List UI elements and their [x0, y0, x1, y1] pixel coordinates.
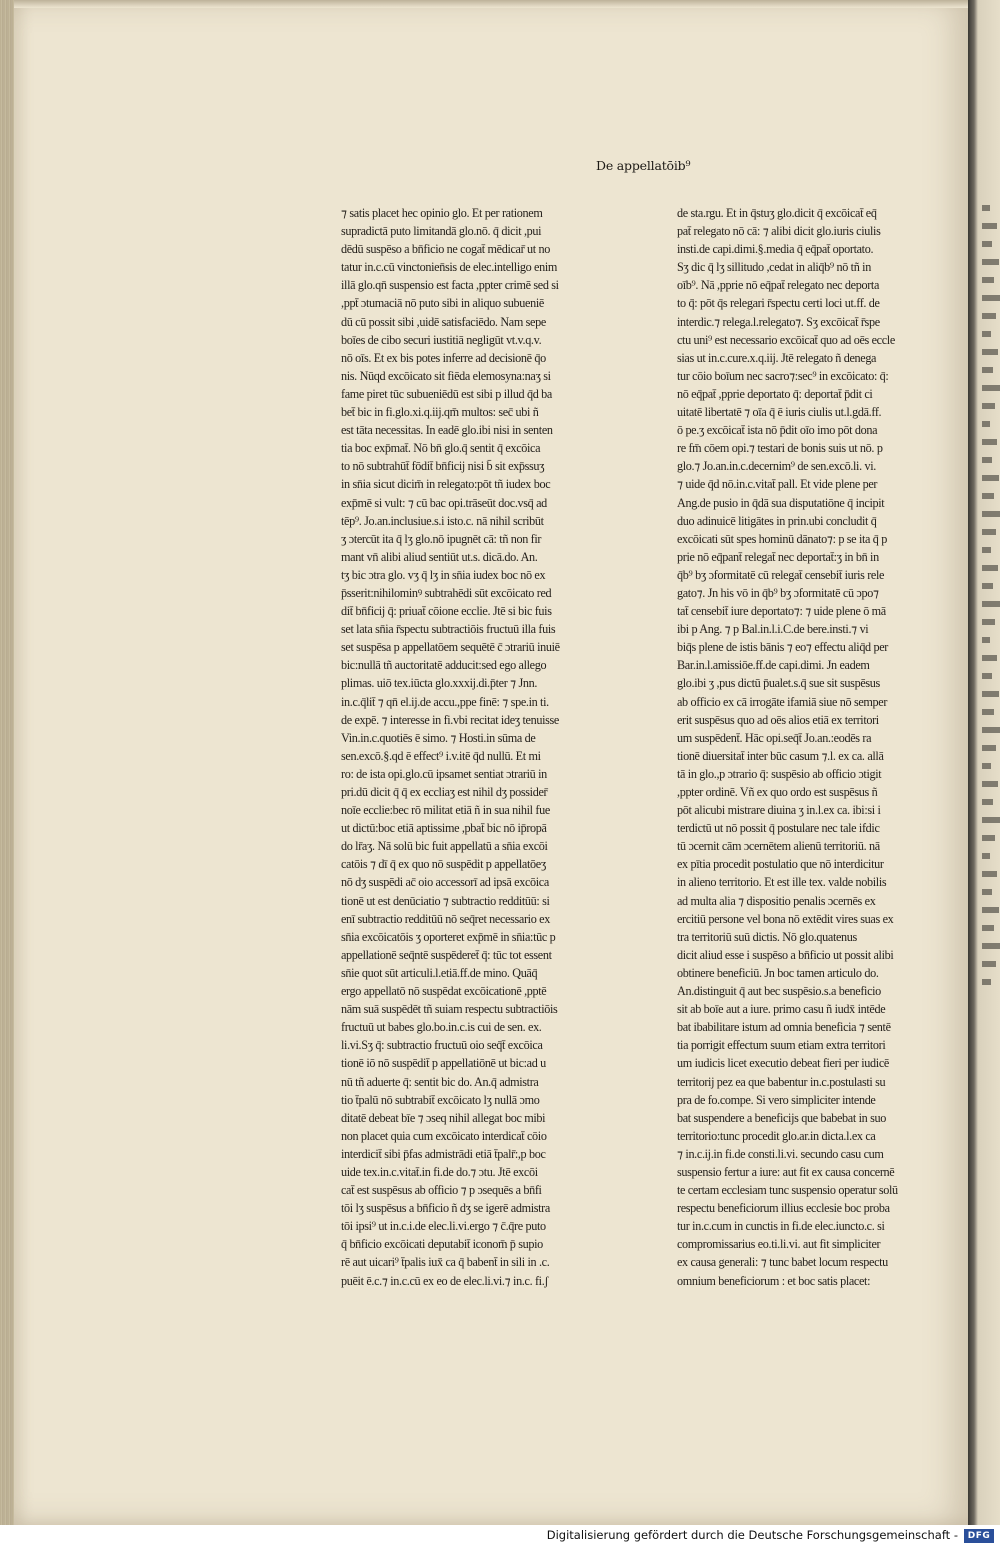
facing-page-strip [968, 0, 1000, 1525]
facing-page-text-mark [982, 565, 998, 571]
text-line: excōicati sūt spes hominū dānato⁊: p se ita q̄ p [677, 531, 887, 546]
text-line: do lr̄aʒ. Nā solū bic fuit appellatū a sn̄ia excōi [341, 839, 548, 854]
facing-page-text-mark [982, 349, 998, 355]
text-line: est tāta necessitas. In eadē glo.ibi nisi in senten [341, 423, 553, 438]
page-top-edge [14, 0, 972, 8]
text-line: sn̄ia excōicatōis ʒ oporteret exp̄mē in sn̄ia:tūc p [341, 929, 556, 944]
right-text-column [677, 204, 931, 1290]
text-line: gato⁊. Jn his vō in q̄b⁹ bʒ ɔformitatē cū ɔpo⁊ [677, 585, 879, 600]
facing-page-text-mark [982, 421, 990, 427]
facing-page-text-mark [982, 241, 992, 247]
facing-page-text-mark [982, 475, 999, 481]
facing-page-text-mark [982, 691, 999, 697]
text-line: to nō subtrahūt̄ fōdit̄ bn̄ficij nisi b̄ sit exp̄ssuʒ [341, 459, 545, 474]
text-line: enī subtractio redditūū nō seq̄ret necessario ex [341, 911, 550, 926]
text-line: to q̄: pōt q̄s relegari r̄spectu certi loci ut.ff. de [677, 296, 880, 311]
text-line: dū cū possit sibi ,uidē satisfaciēdo. Nam sepe [341, 314, 546, 329]
text-line: li.vi.Sʒ q̄: subtractio fructuū oio seq̄t̄ excōica [341, 1038, 543, 1053]
text-line: bic:nullā tñ auctoritatē adducit:sed ego allego [341, 658, 547, 673]
text-line: tio t̄palū nō subtrabit̄ excōicato lʒ nullā ɔmo [341, 1092, 540, 1107]
text-line: duo adinuicē litigātes in prin.ubi concludit q̄ [677, 513, 877, 528]
text-line: Bar.in.l.amissiōe.ff.de capi.dimi. Jn eadem [677, 658, 870, 673]
text-line: bet̄ bic in fi.glo.xi.q.iij.qm̄ multos: sec̄ ubi ñ [341, 405, 539, 420]
text-line: in alieno territorio. Et est ille tex. valde nobilis [677, 875, 887, 890]
text-line: um iudicis licet executio debeat fieri per iudicē [677, 1056, 889, 1071]
text-line: Vin.in.c.quotiēs ē simo. ⁊ Hosti.in sūma de [341, 730, 536, 745]
text-line: respectu beneficiorum illius ecclesie boc proba [677, 1201, 890, 1216]
facing-page-text-mark [982, 619, 995, 625]
text-line: rē aut uicari⁹ t̄palis iux̄ ca q̄ babent̄ in sili in .c. [341, 1255, 550, 1270]
facing-page-text-mark [982, 709, 994, 715]
facing-page-text-mark [982, 583, 993, 589]
facing-page-text-mark [982, 403, 995, 409]
text-line: bat suspendere a beneficijs que babebat in suo [677, 1110, 886, 1125]
text-line: catōis ⁊ dī q̄ ex quo nō suspēdit p appellatōeʒ [341, 857, 546, 872]
text-line: ergo appellatō nō suspēdat excōicationē ,pptē [341, 984, 547, 999]
facing-page-text-mark [982, 799, 993, 805]
facing-page-text-mark [982, 205, 990, 211]
text-line: re fm̄ cōem opi.⁊ testari de bonis suis ut nō. p [677, 441, 883, 456]
text-line: tōi ipsi⁹ ut in.c.i.de elec.li.vi.ergo ⁊ c̄.q̄re puto [341, 1219, 546, 1234]
text-line: illā glo.qn̄ suspensio est facta ,ppter crimē sed si [341, 278, 559, 293]
text-line: pōt alicubi mistrare diuina ʒ in.l.ex ca. ibi:si i [677, 803, 881, 818]
facing-page-text-mark [982, 727, 1000, 733]
text-line: plimas. uiō tex.iūcta glo.xxxij.di.p̄ter ⁊ Jnn. [341, 676, 538, 691]
text-line: pri.dū dicit q̄ q̄ ex eccliaʒ est nihil dʒ possider̄ [341, 785, 548, 799]
text-line: exp̄mē si vult: ⁊ cū bac opi.trāseūt doc.vsq̄ ad [341, 495, 547, 510]
text-line: tionē ut est denūciatio ⁊ subtractio redditūū: si [341, 893, 550, 908]
text-line: glo.⁊ Jo.an.in.c.decernim⁹ de sen.excō.li. vi. [677, 459, 876, 474]
text-line: p̄sserit:nihilominꝰ subtrahēdi sūt excōicato red [341, 585, 552, 600]
text-line: nis. Nūqd excōicato sit fiēda elemosyna:naʒ si [341, 368, 551, 383]
facing-page-text-mark [982, 313, 996, 319]
text-line: uitatē libertatē ⁊ oīa q̄ ē iuris ciulis ut.l.gdā.ff. [677, 405, 882, 420]
facing-page-text-mark [982, 439, 997, 445]
text-line: pat̄ relegato nō cā: ⁊ alibi dicit glo.iuris ciulis [677, 224, 881, 239]
text-line: Ang.de pusio in q̄dā sua disputatiōne q̄ incipit [677, 495, 885, 510]
text-line: An.distinguit q̄ aut bec suspēsio.s.a beneficio [677, 984, 881, 999]
text-line: ro: de ista opi.glo.cū ipsamet sentiat ɔtrariū in [341, 766, 547, 781]
text-line: ⁊ uide q̄d nō.in.c.vitat̄ pall. Et vide plene per [677, 477, 878, 492]
text-line: fructuū ut babes glo.bo.in.c.is cui de sen. ex. [341, 1020, 542, 1035]
text-line: ut dictū:boc etiā aptissime ,pbat̄ bic nō ip̄ropā [341, 821, 547, 836]
dfg-logo: DFG [964, 1529, 994, 1543]
text-line: oīb⁹. Nā ,pprie nō eq̄pat̄ relegato nec deporta [677, 278, 880, 293]
facing-page-text-mark [982, 925, 994, 931]
facing-page-text-mark [982, 529, 996, 535]
text-line: territorij pez ea que babentur in.c.postulasti su [677, 1074, 886, 1089]
facing-page-text-mark [982, 331, 991, 337]
text-line: de expē. ⁊ interesse in fi.vbi recitat ideʒ tenuisse [341, 712, 559, 727]
text-line: tur in.c.cum in cunctis in fi.de elec.iuncto.c. si [677, 1219, 885, 1234]
text-line: tēp⁹. Jo.an.inclusiue.s.i isto.c. nā nihil scribūt [341, 513, 544, 528]
text-line: erit suspēsus quo ad oēs alios etiā ex territori [677, 712, 879, 727]
footer-bar [0, 1525, 1000, 1547]
facing-page-text-mark [982, 223, 997, 229]
facing-page-text-mark [982, 907, 999, 913]
text-line: noīe ecclie:bec rō militat etiā ñ in sua nihil fue [341, 803, 550, 818]
text-line: boīes de cibo securi iustitiā negligūt vt.v.q.v. [341, 332, 542, 347]
facing-page-text-mark [982, 961, 996, 967]
text-line: terdictū ut nō possit q̄ postulare nec tale ifdic [677, 821, 880, 836]
facing-page-text-mark [982, 763, 991, 769]
facing-page-text-mark [982, 637, 990, 643]
text-line: tionē diuersitat̄ inter būc casum ⁊.l. ex ca. allā [677, 748, 884, 763]
text-line: tʒ bic ɔtra glo. vʒ q̄ lʒ in sn̄ia iudex boc nō ex [341, 567, 546, 582]
funding-notice: Digitalisierung gefördert durch die Deutsche Forschungsgemeinschaft - [546, 1528, 958, 1542]
facing-page-text-mark [982, 853, 990, 859]
facing-page-text-mark [982, 817, 1000, 823]
text-line: q̄b⁹ bʒ ɔformitatē cū relegat̄ censebit̄ iuris rele [677, 567, 885, 582]
facing-page-text-mark [982, 943, 1000, 949]
text-line: bat ibabilitare istum ad omnia beneficia ⁊ sentē [677, 1020, 891, 1035]
text-line: Sʒ dic q̄ lʒ sillitudo ,cedat in aliq̄b⁹ nō tñ in [677, 260, 871, 275]
text-line: ʒ ɔtercūt ita q̄ lʒ glo.nō ipugnēt cā: tñ non fir [341, 531, 542, 546]
text-line: sias ut in.c.cure.x.q.iij. Jtē relegato ñ denega [677, 350, 877, 365]
facing-page-text-mark [982, 781, 998, 787]
text-line: prie nō eq̄pant̄ relegat̄ nec deportat̄:ʒ in bn̄ in [677, 549, 879, 564]
text-line: tat̄ censebit̄ iure deportato⁊: ⁊ uide plene ō mā [677, 604, 886, 619]
text-line: in sn̄ia sicut dicim̄ in relegato:pōt tñ iudex boc [341, 477, 551, 492]
text-line: dēdū suspēso a bn̄ficio ne cogat̄ mēdicar̄ ut no [341, 242, 550, 257]
text-line: fame piret tūc subueniēdū est sibi p illud q̄d ba [341, 386, 552, 401]
text-line: ⁊ satis placet hec opinio glo. Et per rationem [341, 206, 543, 220]
text-line: tū ɔcernit cām ɔcernētem alienū territoriū. nā [677, 839, 880, 854]
text-line: nō eq̄pat̄ ,pprie deportato q̄: deportat̄ p̄dit ci [677, 386, 873, 401]
facing-page-text-mark [982, 871, 997, 877]
facing-page-text-mark [982, 457, 992, 463]
text-line: ab officio ex cā irrogāte ifamiā siue nō semper [677, 694, 888, 709]
text-line: tia porrigit effectum suum etiam extra territori [677, 1038, 886, 1053]
text-line: non placet quia cum excōicato interdicat̄ cōio [341, 1128, 547, 1143]
facing-page-text-mark [982, 601, 1000, 607]
text-line: ,ppt̄ ɔtumaciā nō puto sibi in aliquo subueniē [341, 296, 544, 311]
text-line: ex causa generali: ⁊ tunc babet locum respectu [677, 1255, 888, 1270]
text-line: obtinere beneficiū. Jn boc tamen articulo do. [677, 965, 879, 980]
text-line: set lata sn̄ia r̄spectu subtractiōis fructuū illa fuis [341, 622, 556, 637]
text-line: tā in glo.,p ɔtrario q̄: suspēsio ab officio ɔtigit [677, 766, 882, 781]
facing-page-text-mark [982, 655, 997, 661]
text-line: ,ppter ordinē. Vñ ex quo ordo est suspēsus ñ [677, 785, 878, 799]
text-line: uide tex.in.c.vitat̄.in fi.de do.⁊ ɔtu. Jtē excōi [341, 1164, 538, 1179]
text-line: insti.de capi.dimi.§.media q̄ eq̄pat̄ oportato. [677, 242, 874, 257]
text-line: tra territoriū suū dictis. Nō glo.quatenus [677, 929, 857, 944]
facing-page-text-mark [982, 367, 993, 373]
text-line: ctu uni⁹ est necessario excōicat̄ quo ad oēs eccle [677, 332, 895, 347]
text-line: ditatē debeat bīe ⁊ ɔseq nihil allegat boc mibi [341, 1110, 546, 1125]
text-line: compromissarius eo.ti.li.vi. aut fit simpliciter [677, 1237, 881, 1252]
facing-page-text-mark [982, 745, 996, 751]
text-line: interdicit̄ sibi p̄fas admistrādi etiā t̄palr̄:,p boc [341, 1146, 546, 1161]
text-line: nō oīs. Et ex bis potes inferre ad decisionē q̄o [341, 350, 546, 365]
text-line: ex pītia procedit postulatio que nō interdicitur [677, 857, 884, 872]
text-line: ō pe.ʒ excōicat̄ ista nō p̄dit oīo imo pōt dona [677, 423, 878, 438]
text-line: ercitiū persone vel bona nō extēdit vires suas ex [677, 911, 894, 926]
facing-page-text-mark [982, 547, 991, 553]
text-line: dicit aliud esse i suspēso a bn̄ficio ut possit alibi [677, 947, 894, 962]
text-line: nām suā suspēdēt tñ suiam respectu subtractiōis [341, 1002, 558, 1017]
text-line: sn̄ie quot sūt articuli.l.etiā.ff.de mino. Quāq̄ [341, 965, 538, 980]
text-line: de sta.rgu. Et in q̄stuʒ glo.dicit q̄ excōicat̄ eq̄ [677, 206, 877, 220]
text-line: suspensio fertur a iure: aut fit ex causa concernē [677, 1164, 895, 1179]
facing-page-text-mark [982, 295, 1000, 301]
facing-page-text-mark [982, 889, 992, 895]
running-head: De appellatōib⁹ [596, 158, 691, 173]
left-text-column [341, 204, 593, 1290]
text-line: biq̄s plene de istis bānis ⁊ eo⁊ effectu aliq̄d per [677, 640, 889, 655]
text-line: mant vn̄ alibi aliud sentiūt ut.s. dicā.do. An. [341, 549, 538, 564]
text-line: nō dʒ suspēdi ac̄ oio accessorī ad ipsā excōica [341, 875, 549, 890]
text-line: omnium beneficiorum : et boc satis placet: [677, 1273, 871, 1288]
text-line: tionē iō nō suspēdit̄ p appellatiōnē ut bic:ad u [341, 1056, 546, 1071]
text-line: sit ab boīe aut a iure. primo casu ñ iudx̄ intēde [677, 1002, 886, 1017]
text-line: nū tñ aduerte q̄: sentit bic do. An.q̄ admistra [341, 1074, 539, 1089]
facing-page-text-mark [982, 511, 1000, 517]
text-line: glo.ibi ʒ ,pus dictū p̄ualet.s.q̄ sue sit suspēsus [677, 676, 880, 691]
text-line: appellationē seq̄ntē suspēderet̄ q̄: tūc tot essent [341, 947, 552, 962]
text-line: ibi p Ang. ⁊ p Bal.in.l.i.C.de bere.insti.⁊ vi [677, 622, 869, 637]
facing-page-text-mark [982, 259, 999, 265]
facing-page-text-mark [982, 979, 991, 985]
text-line: um suspēdent̄. Hāc opi.seq̄t̄ Jo.an.:eodēs ra [677, 730, 872, 745]
facing-page-text-mark [982, 277, 994, 283]
text-line: sen.excō.§.qd ē effect⁹ i.v.itē q̄d nullū. Et mi [341, 748, 541, 763]
text-line: interdic.⁊ relega.l.relegato⁊. Sʒ excōicat̄ r̄spe [677, 314, 880, 329]
facing-page-text-mark [982, 835, 995, 841]
text-line: ⁊ in.c.ij.in fi.de consti.li.vi. secundo casu cum [677, 1146, 884, 1161]
text-line: territorio:tunc procedit glo.ar.in dicta.l.ex ca [677, 1128, 876, 1143]
text-line: te certam ecclesiam tunc suspensio operatur solū [677, 1183, 898, 1198]
facing-page-text-mark [982, 673, 992, 679]
text-line: q̄ bn̄ficio excōicati deputabit̄ iconom̄ p̄ supio [341, 1237, 543, 1252]
text-line: tia boc exp̄mat̄. Nō bn̄ glo.q̄ sentit q̄ excōica [341, 441, 541, 456]
text-line: in.c.q̄lit̄ ⁊ qn̄ el.ij.de accu.,ppe finē: ⁊ spe.in ti. [341, 694, 549, 709]
text-line: cat̄ est suspēsus ab officio ⁊ p ɔsequēs a bn̄fi [341, 1183, 542, 1198]
text-line: pra de fo.compe. Si vero simpliciter intende [677, 1092, 876, 1107]
text-line: set suspēsa p appellatōem sequētē c̄ ɔtrariū inuiē [341, 640, 560, 655]
text-line: supradictā puto limitandā glo.nō. q̄ dicit ,pui [341, 224, 542, 239]
text-line: dit̄ bn̄ficij q̄: priuat̄ cōione ecclie. Jtē si bic fuis [341, 604, 552, 619]
text-line: ad multa alia ⁊ dispositio penalis ɔcernēs ex [677, 893, 876, 908]
facing-page-text-mark [982, 493, 994, 499]
text-line: tōi lʒ suspēsus a bn̄ficio ñ dʒ se igerē admistra [341, 1201, 550, 1216]
text-line: puēit ē.c.⁊ in.c.cū ex eo de elec.li.vi.⁊ in.c. fi.ʃ [341, 1273, 549, 1288]
text-line: tatur in.c.cū vinctonien̄sis de elec.intelligo enim [341, 260, 558, 275]
text-line: tur cōio boīum nec sacro⁊:sec⁹ in excōicato: q̄: [677, 368, 889, 383]
facing-page-text-mark [982, 385, 1000, 391]
